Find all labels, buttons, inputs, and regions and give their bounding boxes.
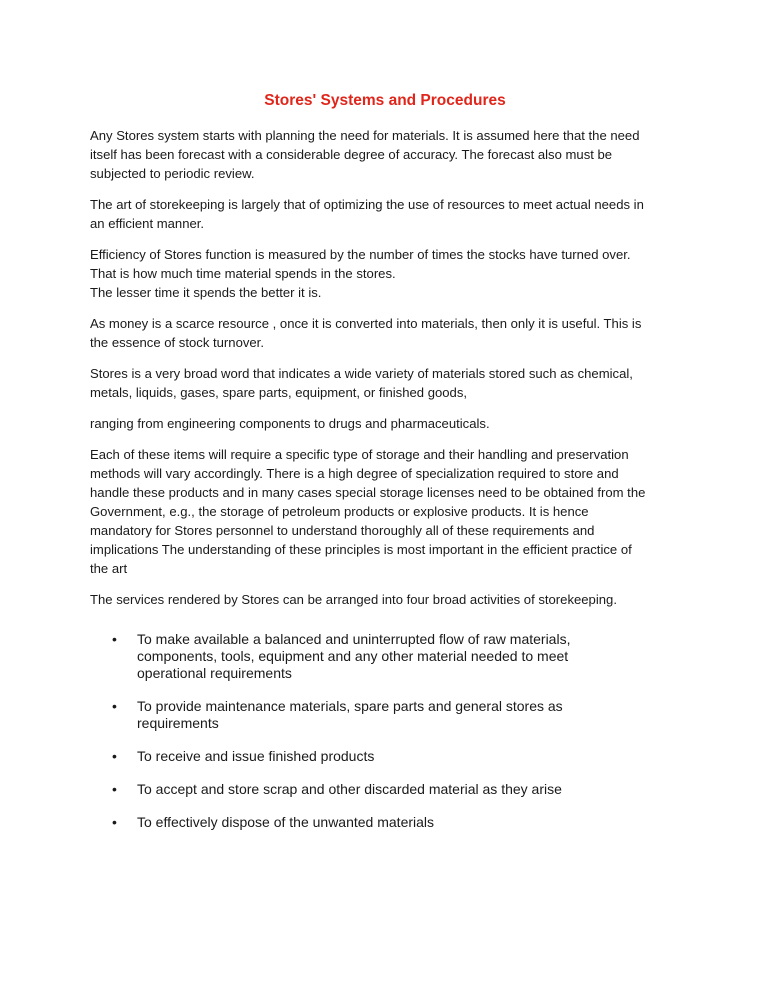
- paragraph-line: The services rendered by Stores can be arranged into four broad activities of storekeeping.: [90, 592, 617, 607]
- paragraph: [90, 364, 680, 402]
- paragraph-line: As money is a scarce resource , once it is converted into materials, then only it is useful. This is: [90, 316, 642, 331]
- paragraph-line: ranging from engineering components to drugs and pharmaceuticals.: [90, 416, 490, 431]
- paragraph: [90, 590, 680, 609]
- list-item-line: To receive and issue finished products: [137, 748, 375, 764]
- paragraph-line: That is how much time material spends in the stores.: [90, 266, 396, 281]
- paragraph-line: the essence of stock turnover.: [90, 335, 264, 350]
- paragraph: [90, 245, 680, 302]
- paragraph-line: the art: [90, 561, 128, 576]
- paragraph: [90, 126, 680, 183]
- services-list: [90, 631, 680, 831]
- paragraph-line: handle these products and in many cases special storage licenses need to be obtained from the: [90, 485, 646, 500]
- list-item-line: To accept and store scrap and other discarded material as they arise: [137, 781, 562, 797]
- paragraph-line: itself has been forecast with a considerable degree of accuracy. The forecast also must be: [90, 147, 613, 162]
- list-item: [90, 781, 680, 798]
- bullet-icon: •: [112, 814, 117, 830]
- paragraph-line: Each of these items will require a specific type of storage and their handling and preservation: [90, 447, 629, 462]
- list-item: [90, 814, 680, 831]
- paragraph-line: an efficient manner.: [90, 216, 205, 231]
- body-text: [90, 126, 680, 609]
- list-item-line: To make available a balanced and uninterrupted flow of raw materials,: [137, 631, 571, 647]
- paragraph-line: metals, liquids, gases, spare parts, equipment, or finished goods,: [90, 385, 468, 400]
- paragraph-line: Efficiency of Stores function is measured by the number of times the stocks have turned over.: [90, 247, 631, 262]
- list-item-line: To effectively dispose of the unwanted materials: [137, 814, 435, 830]
- paragraph-line: The lesser time it spends the better it is.: [90, 285, 322, 300]
- list-item-line: components, tools, equipment and any other material needed to meet: [137, 648, 569, 664]
- bullet-icon: •: [112, 781, 117, 797]
- paragraph-line: The art of storekeeping is largely that of optimizing the use of resources to meet actual needs in: [90, 197, 644, 212]
- list-item: [90, 631, 680, 682]
- paragraph-line: subjected to periodic review.: [90, 166, 255, 181]
- list-item-line: requirements: [137, 715, 219, 731]
- paragraph-line: implications The understanding of these principles is most important in the efficient practice of: [90, 542, 632, 557]
- paragraph-line: methods will vary accordingly. There is a high degree of specialization required to store and: [90, 466, 619, 481]
- bullet-icon: •: [112, 748, 117, 764]
- list-item-line: To provide maintenance materials, spare parts and general stores as: [137, 698, 563, 714]
- paragraph: [90, 445, 680, 578]
- paragraph: [90, 195, 680, 233]
- paragraph-line: Any Stores system starts with planning the need for materials. It is assumed here that the need: [90, 128, 640, 143]
- list-item: [90, 748, 680, 765]
- paragraph: [90, 414, 680, 433]
- bullet-icon: •: [112, 698, 117, 714]
- list-item-line: operational requirements: [137, 665, 292, 681]
- page-title: Stores' Systems and Procedures: [264, 92, 506, 109]
- bullet-icon: •: [112, 631, 117, 647]
- paragraph-line: mandatory for Stores personnel to understand thoroughly all of these requirements and: [90, 523, 595, 538]
- list-item: [90, 698, 680, 732]
- paragraph: [90, 314, 680, 352]
- paragraph-line: Stores is a very broad word that indicates a wide variety of materials stored such as chemical,: [90, 366, 633, 381]
- paragraph-line: Government, e.g., the storage of petroleum products or explosive products. It is hence: [90, 504, 589, 519]
